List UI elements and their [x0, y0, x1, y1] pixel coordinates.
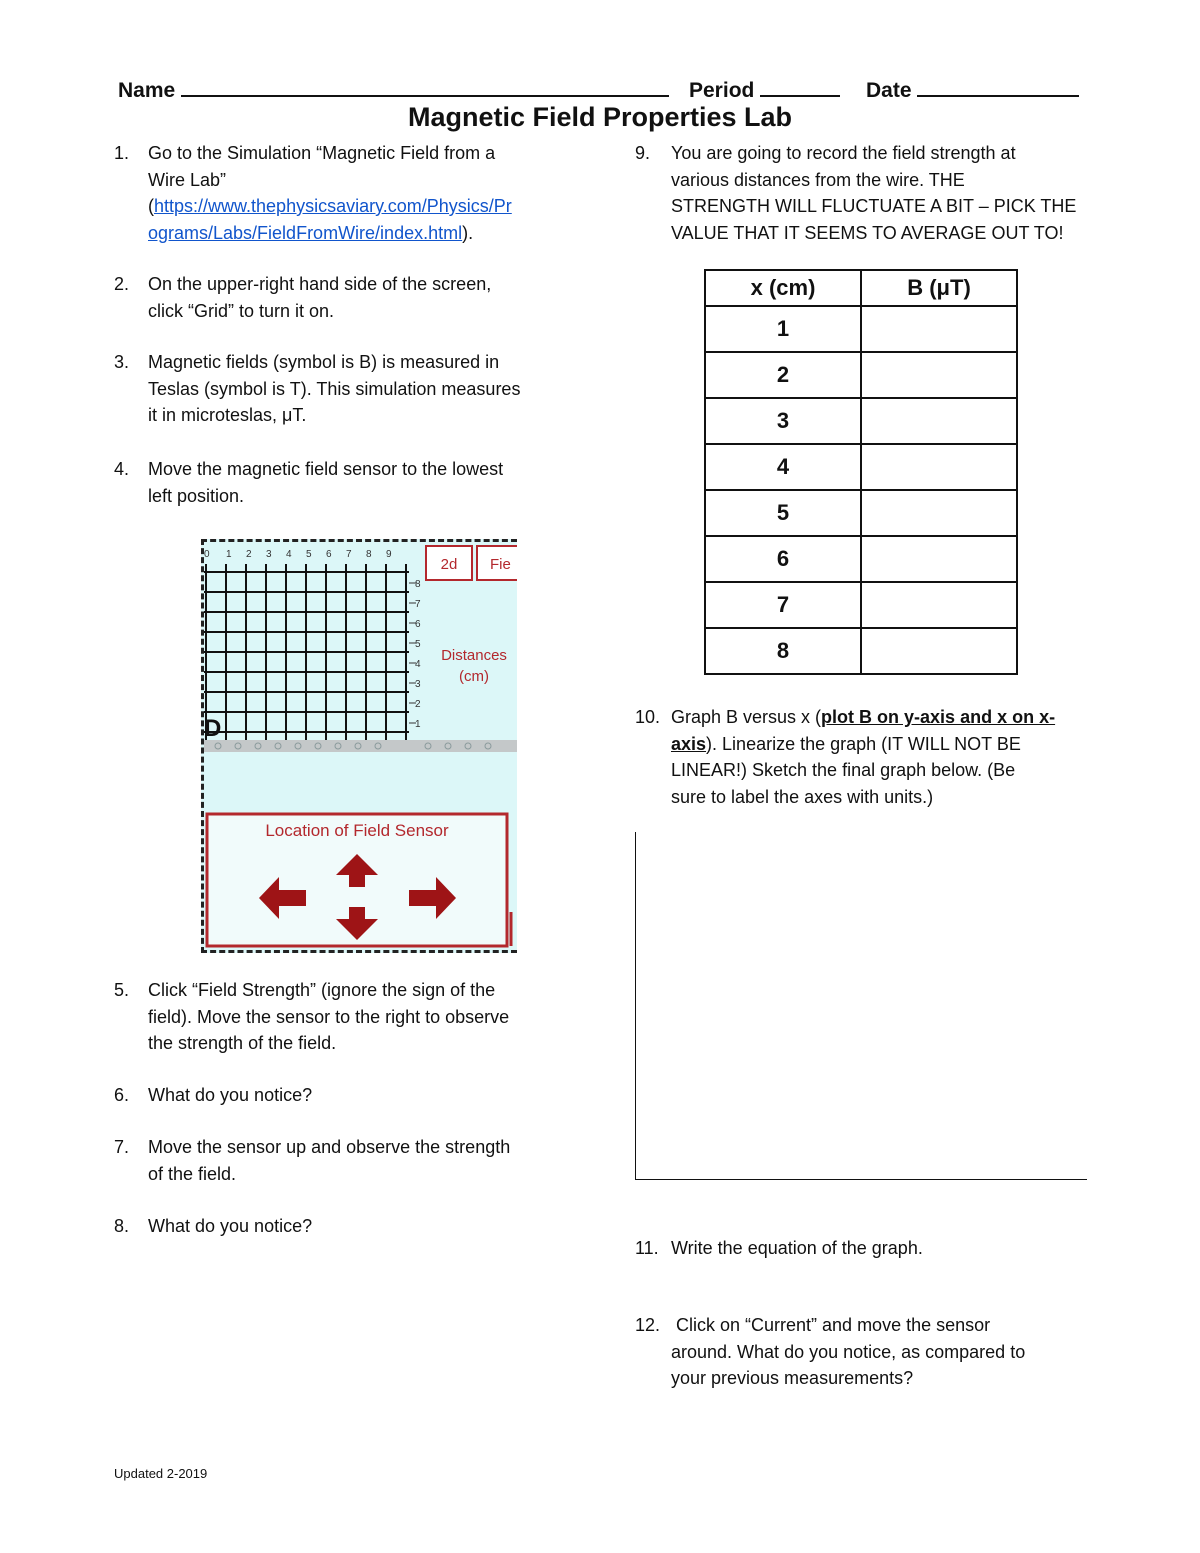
page-title: Magnetic Field Properties Lab [407, 102, 793, 132]
table-row [705, 306, 1017, 352]
axis-tick-label: 6 [415, 619, 421, 630]
table-row [705, 352, 1017, 398]
question-text: STRENGTH WILL FLUCTUATE A BIT – PICK THE [671, 196, 1077, 216]
axis-tick-label: 1 [415, 719, 421, 730]
simulation-link-cont[interactable]: ograms/Labs/FieldFromWire/index.html [148, 222, 463, 243]
x-value: 7 [705, 582, 861, 628]
question-text: Click “Field Strength” (ignore the sign of the [148, 980, 496, 1000]
axis-tick-label: 7 [346, 549, 352, 560]
x-value: 2 [705, 352, 861, 398]
distances-label: Distances [441, 647, 507, 664]
axis-tick-label: 7 [415, 599, 421, 610]
x-value: 4 [705, 444, 861, 490]
period-blank[interactable] [760, 75, 840, 97]
axis-tick-label: 3 [415, 679, 421, 690]
axis-tick-label: 2 [415, 699, 421, 710]
axis-tick-label: 8 [415, 579, 421, 590]
question-text: Write the equation of the graph. [671, 1238, 923, 1258]
simulation-screenshot [201, 539, 517, 953]
period-label: Period [689, 79, 755, 102]
graph-x-axis[interactable] [635, 1179, 1087, 1180]
question-text: field). Move the sensor to the right to observe [148, 1006, 510, 1027]
axis-tick-label: 0 [204, 549, 210, 560]
b-value-cell[interactable] [861, 398, 1017, 444]
footer-updated: Updated 2-2019 [114, 1466, 208, 1481]
question-text: VALUE THAT IT SEEMS TO AVERAGE OUT TO! [671, 222, 1064, 243]
b-value-cell[interactable] [861, 582, 1017, 628]
b-value-cell[interactable] [861, 444, 1017, 490]
table-row [705, 398, 1017, 444]
period-row [689, 75, 840, 103]
b-value-cell[interactable] [861, 352, 1017, 398]
axis-tick-label: 2 [246, 549, 252, 560]
graph-y-axis[interactable] [635, 832, 636, 1179]
header-row [118, 75, 669, 103]
b-value-cell[interactable] [861, 628, 1017, 674]
column-header-b: B (μT) [861, 270, 1017, 306]
table-row [705, 536, 1017, 582]
axis-tick-label: 4 [286, 549, 292, 560]
name-label: Name [118, 79, 176, 102]
question-text: LINEAR!) Sketch the final graph below. (Be [671, 760, 1016, 780]
question-text: What do you notice? [148, 1085, 313, 1105]
axis-tick-label: 6 [326, 549, 332, 560]
axis-tick-label: 3 [266, 549, 272, 560]
question-text: of the field. [148, 1163, 237, 1184]
2d-button-label: 2d [440, 556, 458, 573]
question-text: Go to the Simulation “Magnetic Field from a [148, 143, 496, 163]
name-blank[interactable] [181, 75, 669, 97]
x-value: 8 [705, 628, 861, 674]
axis-tick-label: 9 [386, 549, 392, 560]
question-text: Graph B versus x (plot B on y-axis and x on x- [671, 707, 1056, 727]
distances-unit: (cm) [459, 668, 489, 685]
axis-tick-label: 5 [415, 639, 421, 650]
question-text: You are going to record the field strength at [671, 143, 1016, 163]
axis-tick-label: 8 [366, 549, 372, 560]
question-text: On the upper-right hand side of the screen, [148, 274, 492, 294]
question-link-line: ograms/Labs/FieldFromWire/index.html). [148, 222, 474, 243]
field-button-label: Fie [490, 556, 511, 573]
question-text: Magnetic fields (symbol is B) is measured in [148, 352, 500, 372]
question-text: around. What do you notice, as compared to [671, 1341, 1026, 1362]
table-header-row [705, 270, 1017, 306]
table-row [705, 444, 1017, 490]
simulation-figure [204, 542, 517, 950]
location-title: Location of Field Sensor [265, 821, 449, 840]
x-value: 5 [705, 490, 861, 536]
question-link-line: (https://www.thephysicsaviary.com/Physics/Pr [148, 196, 512, 216]
question-text: various distances from the wire. THE [671, 169, 965, 190]
table-row [705, 628, 1017, 674]
question-text: sure to label the axes with units.) [671, 786, 934, 807]
axis-tick-label: 5 [306, 549, 312, 560]
x-value: 1 [705, 306, 861, 352]
x-value: 6 [705, 536, 861, 582]
question-number: 1. [114, 143, 130, 163]
question-text: left position. [148, 485, 245, 506]
table-row [705, 490, 1017, 536]
question-text: Click on “Current” and move the sensor [671, 1315, 991, 1335]
column-header-x: x (cm) [705, 270, 861, 306]
question-text: Teslas (symbol is T). This simulation measures [148, 378, 521, 399]
axis-tick-label: 1 [226, 549, 232, 560]
question-text: axis). Linearize the graph (IT WILL NOT BE [671, 733, 1021, 754]
date-label: Date [866, 79, 912, 102]
date-blank[interactable] [917, 75, 1079, 97]
question-text: Move the magnetic field sensor to the lowest [148, 459, 504, 479]
table-row [705, 582, 1017, 628]
question-text: Move the sensor up and observe the strength [148, 1137, 511, 1157]
b-value-cell[interactable] [861, 536, 1017, 582]
question-text: click “Grid” to turn it on. [148, 300, 335, 321]
question-text: the strength of the field. [148, 1033, 337, 1053]
x-value: 3 [705, 398, 861, 444]
question-text: What do you notice? [148, 1216, 313, 1236]
axis-tick-label: 4 [415, 659, 421, 670]
question-text: your previous measurements? [671, 1368, 914, 1388]
data-table [704, 269, 1018, 675]
b-value-cell[interactable] [861, 490, 1017, 536]
question-text: Wire Lab” [148, 169, 227, 190]
b-value-cell[interactable] [861, 306, 1017, 352]
sensor-marker[interactable]: D [204, 715, 222, 742]
date-row [866, 75, 1079, 103]
question-text: it in microteslas, μT. [148, 405, 307, 425]
simulation-link[interactable]: https://www.thephysicsaviary.com/Physics/Pr [154, 196, 512, 216]
